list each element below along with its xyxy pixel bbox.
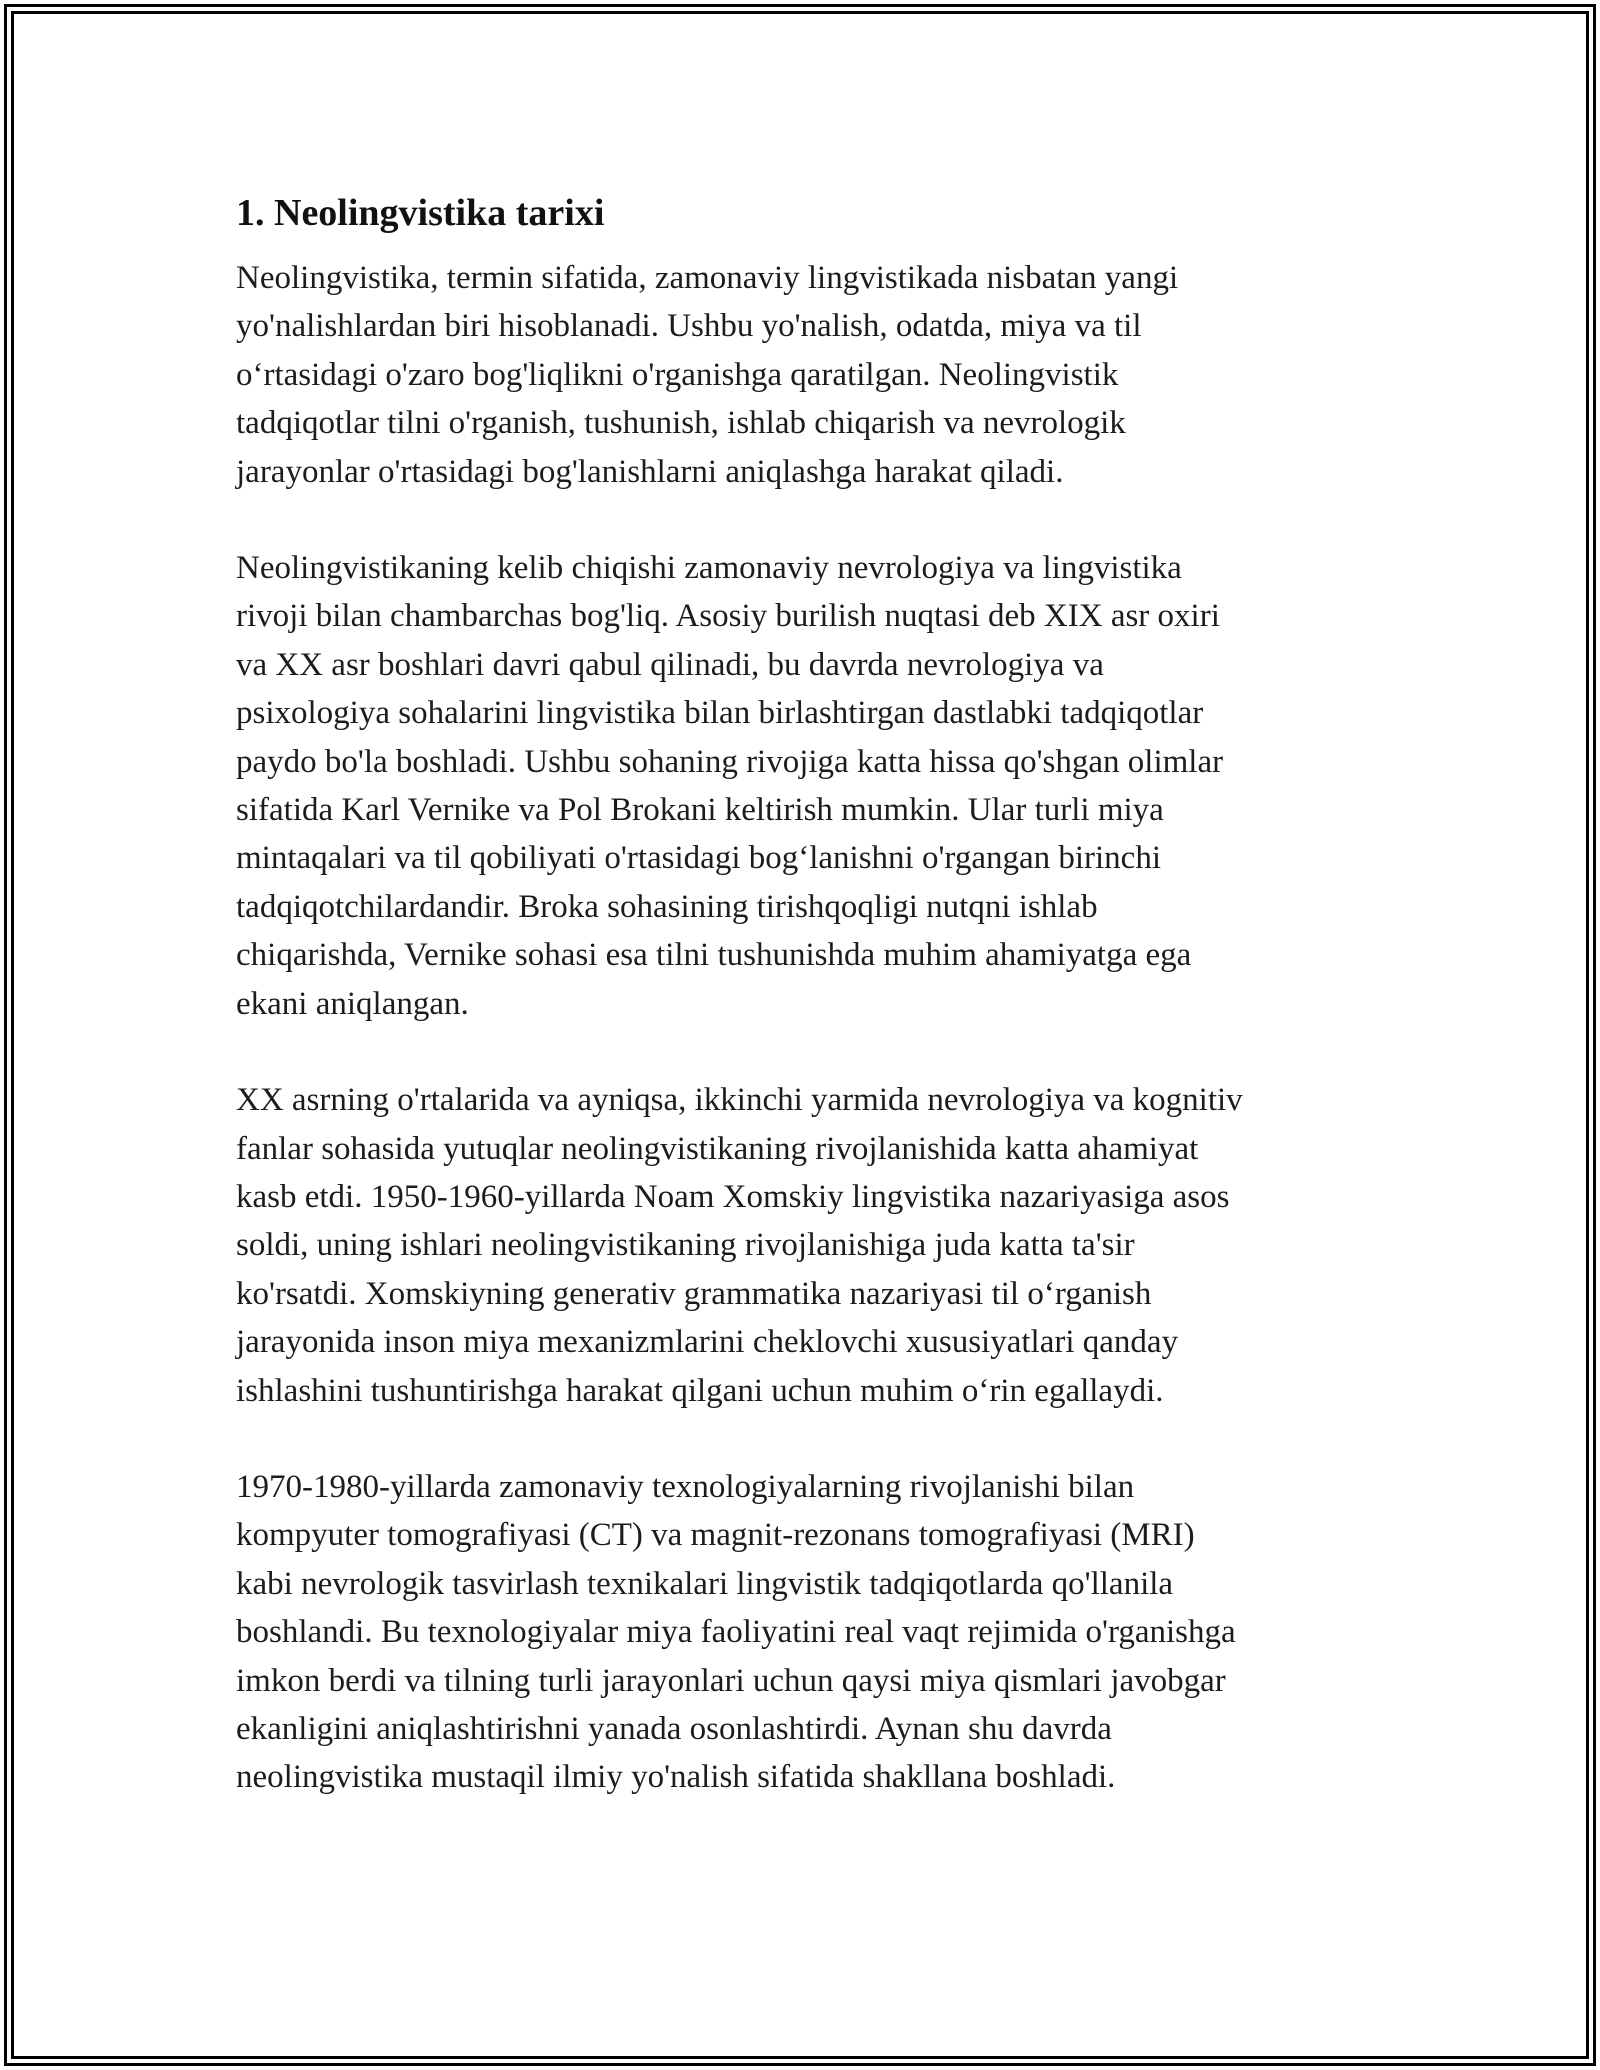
- paragraph: [236, 1463, 1366, 1802]
- paragraph-line: fanlar sohasida yutuqlar neolingvistikaning rivojlanishida katta ahamiyat: [236, 1130, 1199, 1167]
- paragraph-line: sifatida Karl Vernike va Pol Brokani keltirish mumkin. Ular turli miya: [236, 792, 1164, 829]
- paragraph-line: kompyuter tomografiyasi (CT) va magnit-rezonans tomografiyasi (MRI): [236, 1517, 1195, 1554]
- paragraph-line: jarayonida inson miya mexanizmlarini cheklovchi xususiyatlari qanday: [236, 1324, 1179, 1361]
- paragraph-line: tadqiqotlar tilni o'rganish, tushunish, ishlab chiqarish va nevrologik: [236, 405, 1126, 442]
- paragraph-line: Neolingvistikaning kelib chiqishi zamonaviy nevrologiya va lingvistika: [236, 550, 1182, 587]
- paragraph-line: ekanligini aniqlashtirishni yanada osonlashtirdi. Aynan shu davrda: [236, 1710, 1112, 1747]
- section-heading: 1. Neolingvistika tarixi: [236, 192, 605, 234]
- paragraph-line: o‘rtasidagi o'zaro bog'liqlikni o'rganishga qaratilgan. Neolingvistik: [236, 356, 1119, 393]
- paragraph-line: ishlashini tushuntirishga harakat qilgani uchun muhim o‘rin egallaydi.: [236, 1372, 1164, 1409]
- paragraph-list: [236, 254, 1366, 1802]
- paragraph-line: kabi nevrologik tasvirlash texnikalari lingvistik tadqiqotlarda qo'llanila: [236, 1565, 1174, 1602]
- paragraph-line: mintaqalari va til qobiliyati o'rtasidagi bog‘lanishni o'rgangan birinchi: [236, 840, 1161, 877]
- paragraph-line: va XX asr boshlari davri qabul qilinadi, bu davrda nevrologiya va: [236, 646, 1104, 683]
- document-body: [236, 186, 1366, 1850]
- paragraph-line: ko'rsatdi. Xomskiyning generativ grammatika nazariyasi til o‘rganish: [236, 1275, 1152, 1312]
- paragraph-line: tadqiqotchilardandir. Broka sohasining tirishqoqligi nutqni ishlab: [236, 888, 1098, 925]
- paragraph-line: XX asrning o'rtalarida va ayniqsa, ikkinchi yarmida nevrologiya va kognitiv: [236, 1082, 1243, 1119]
- paragraph-line: boshlandi. Bu texnologiyalar miya faoliyatini real vaqt rejimida o'rganishga: [236, 1614, 1236, 1651]
- paragraph: [236, 254, 1366, 496]
- paragraph-line: yo'nalishlardan biri hisoblanadi. Ushbu yo'nalish, odatda, miya va til: [236, 308, 1142, 345]
- paragraph-line: paydo bo'la boshladi. Ushbu sohaning rivojiga katta hissa qo'shgan olimlar: [236, 743, 1224, 780]
- paragraph: [236, 1076, 1366, 1415]
- paragraph-line: imkon berdi va tilning turli jarayonlari uchun qaysi miya qismlari javobgar: [236, 1662, 1226, 1699]
- paragraph-line: Neolingvistika, termin sifatida, zamonaviy lingvistikada nisbatan yangi: [236, 260, 1179, 296]
- paragraph-line: psixologiya sohalarini lingvistika bilan birlashtirgan dastlabki tadqiqotlar: [236, 695, 1204, 732]
- paragraph-line: 1970-1980-yillarda zamonaviy texnologiyalarning rivojlanishi bilan: [236, 1468, 1135, 1505]
- paragraph-line: kasb etdi. 1950-1960-yillarda Noam Xomskiy lingvistika nazariyasiga asos: [236, 1178, 1230, 1215]
- paragraph-line: rivoji bilan chambarchas bog'liq. Asosiy burilish nuqtasi deb XIX asr oxiri: [236, 598, 1220, 635]
- paragraph: [236, 544, 1366, 1028]
- paragraph-line: chiqarishda, Vernike sohasi esa tilni tushunishda muhim ahamiyatga ega: [236, 937, 1192, 974]
- paragraph-line: neolingvistika mustaqil ilmiy yo'nalish sifatida shakllana boshladi.: [236, 1759, 1116, 1796]
- paragraph-line: soldi, uning ishlari neolingvistikaning rivojlanishiga juda katta ta'sir: [236, 1227, 1135, 1264]
- paragraph-line: ekani aniqlangan.: [236, 985, 469, 1022]
- paragraph-line: jarayonlar o'rtasidagi bog'lanishlarni aniqlashga harakat qiladi.: [236, 453, 1064, 490]
